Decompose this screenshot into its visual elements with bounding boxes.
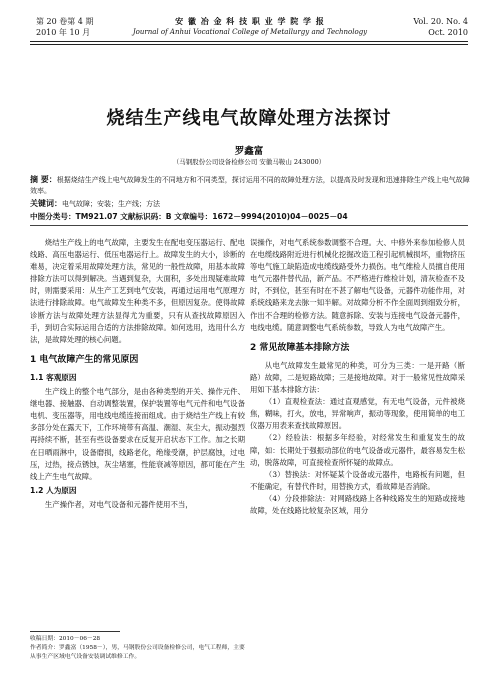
method-visual-inspection: （1）直观检查法：通过直观感觉，有无电气设备，元件被烧焦，糊味，打火，放电，异常响声，振动等现象，使用简单的电工仪器万用表来查找故障原因。 <box>250 397 465 431</box>
footnote <box>30 635 245 662</box>
subsection-1-1-text: 生产线上的整个电气部分，是由各种类型的开关、操作元件、继电器、接触器、自动调整装置，保护装置等电气元件和电气设备电机、变压器等，用电线电缆连接而组成。由于烧结生产线上有较多部分处在露天下，工作环境带有高温、潮湿、灰尘大，振动强烈再持续不断，甚至有些设备要求在反复开启状态下工作。加之长期在日晒雨淋中，设备磨损，线路老化，绝缘受潮，护层腐蚀，过电压，过热，接点锈蚀，灰尘堵塞，性能衰减等原因，都可能在产生线上产生电气故障。 <box>30 387 245 481</box>
journal-name-cn: 安 徽 冶 金 科 技 职 业 学 院 学 报 <box>175 16 325 26</box>
volume-issue: 第 20 卷第 4 期 <box>36 17 94 26</box>
affiliation: （马钢股份公司设备检修公司 安徽马鞍山 243000） <box>172 158 326 166</box>
received-date: 收稿日期：2010－06－28 <box>30 636 101 642</box>
author-bio: 作者简介：罗鑫富（1958－），男，马钢股份公司设备检修公司，电气工程师，主要从事生产区域电气设备安装调试维修工作。 <box>30 645 245 660</box>
abstract-label: 摘 要： <box>30 175 57 184</box>
right-column <box>250 237 465 517</box>
journal-issue <box>36 16 93 38</box>
method-experience: （2）经验法：根据多年经验，对经常发生和重复发生的故障，如：长期处于强振动部位的电气设备或元器件，最容易发生松动，脱落故障，可直接检查所怀疑的故障点。 <box>250 433 465 467</box>
abstract-rule <box>30 225 468 226</box>
intro-paragraph: 烧结生产线上的电气故障，主要发生在配电变压器运行、配电线路、高压电器运行、低压电器运行上。故障发生的大小，诊断的难易，决定着采用故障处理方法，常见的一般性故障，用基本故障排除方法可以得到解决。当遇到复杂，大面积，多处出现疑难故障时，则需要采用：从生产工艺到电气安装，再通过运用电气原理方法进行排除故障。电气故障发生种类不多，但原因复杂。使得故障诊断方法与故障处理方法显得尤为重要，只有从查找故障原因入手，到切合实际运用合适的方法排除故障。如何选用，选用什么方法，是故障处理的核心问题。 <box>30 238 245 344</box>
keywords-text: 电气故障；安装；生产线；方法 <box>62 200 160 208</box>
keywords <box>30 198 470 210</box>
volume-en: Vol. 20. No. 4 <box>413 17 468 26</box>
left-column <box>30 237 245 511</box>
method-replacement: （3）替换法：对怀疑某个设备或元器件，电路板有问题，但不能确定，有替代件时，用替换方式，看故障是否消除。 <box>250 469 465 491</box>
journal-name <box>110 16 390 38</box>
header-rule <box>30 41 468 42</box>
continued-paragraph: 误操作，对电气系统参数调整不合理。大、中修外来参加检修人员在电缆线路附近进行机械化挖掘改造工程引起机械损坏，重物挤压等电气施工缺陷造成电缆线路受外力损伤。电气维检人员擅自使用电气元器件替代品，新产品。不严格进行维检计划，清灰检查不及时，不到位，甚至有时在不甚了解电气设备，元器件功能作用，对系统线路来龙去脉一知半解。对故障分析不作全面周到细致分析，作出不合理的检修方法。随意拆除、安装与连接电气设备元器件，电线电缆。随意调整电气系统参数，导致人为电气故障产生。 <box>250 238 465 332</box>
author: 罗鑫富 <box>234 146 264 157</box>
subsection-1-2-heading: 1.2 人为原因 <box>30 485 77 495</box>
paper-title: 烧结生产线电气故障处理方法探讨 <box>106 108 392 129</box>
issue-date: 2010 年 10 月 <box>36 28 91 37</box>
journal-name-en: Journal of Anhui Vocational College of Metallurgy and Technology <box>132 28 368 36</box>
method-segmented: （4）分段排除法：对网路线路上各种线路发生的短路或接地故障，处在线路比较复杂区域，用分 <box>250 493 465 515</box>
keywords-label: 关键词： <box>30 199 62 208</box>
section-2-intro: 从电气故障发生最常见的种类，可分为三类：一是开路（断路）故障，二是短路故障；三是接地故障。对于一般常见性故障采用如下基本排除方法： <box>250 360 465 395</box>
section-2-heading: 2 常见故障基本排除方法 <box>250 342 350 353</box>
subsection-1-1-heading: 1.1 客观原因 <box>30 372 77 382</box>
journal-volume-en <box>413 16 468 38</box>
section-1-heading: 1 电气故障产生的常见原因 <box>30 354 139 365</box>
abstract-text: 根据烧结生产线上电气故障发生的不同地方和不同类型，探讨运用不同的故障处理方法，以提高及时发现和迅速排除生产线上电气故障效率。 <box>30 176 470 195</box>
abstract <box>30 174 470 197</box>
footnote-rule <box>30 631 120 632</box>
date-en: Oct. 2010 <box>428 28 468 37</box>
classification: 中图分类号：TM921.07 文献标识码：B 文章编号：1672－9994(2010)04－0025－04 <box>30 212 348 221</box>
subsection-1-2-text: 生产操作者，对电气设备和元器件使用不当， <box>44 499 193 509</box>
header-rule-thin <box>30 44 468 45</box>
